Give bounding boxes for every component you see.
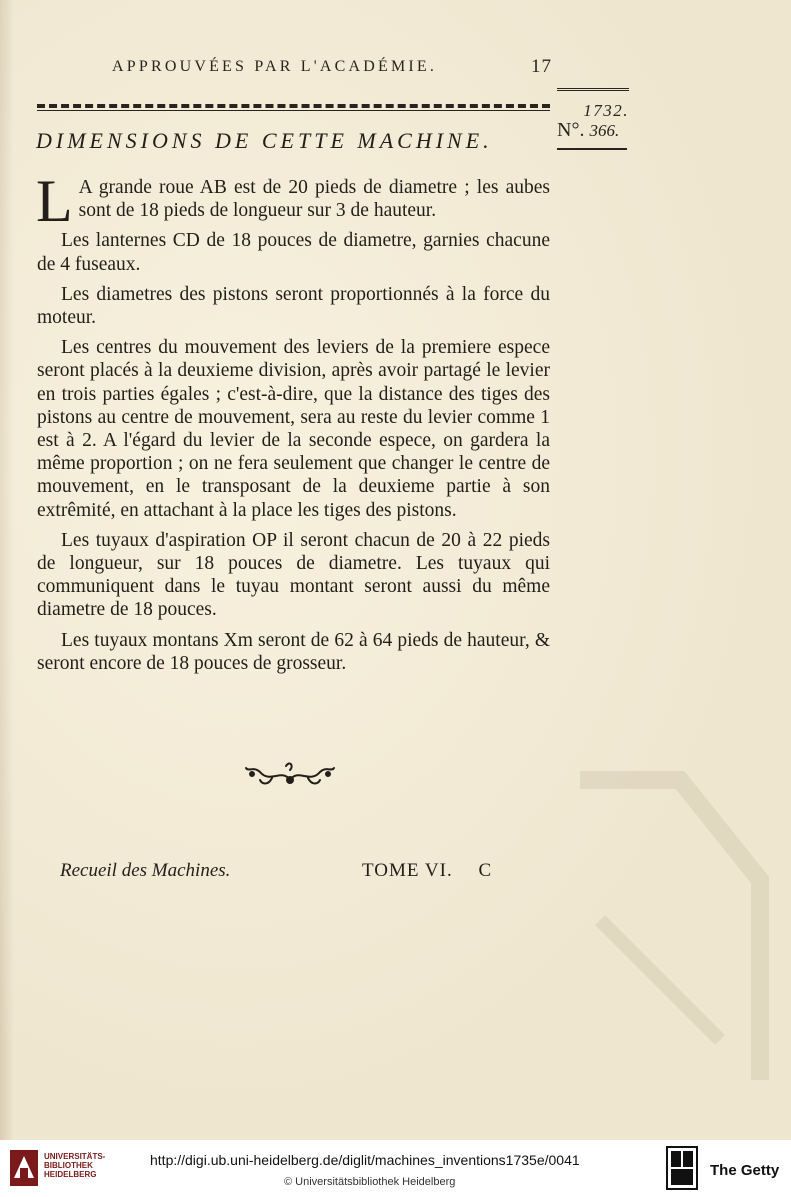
signature-mark: C — [478, 860, 493, 881]
getty-logo-icon[interactable] — [666, 1146, 698, 1190]
header-rule — [37, 104, 550, 108]
permalink-url[interactable]: http://digi.ub.uni-heidelberg.de/diglit/machines_inventions1735e/0041 — [150, 1152, 580, 1168]
collection-title: Recueil des Machines. — [60, 860, 231, 881]
paragraph-5: Les tuyaux d'aspiration OP il seront chacun de 20 à 22 pieds de longueur, sur 18 pouces de diametre. Les tuyaux qui communiquent dans le tuyau montant seront aussi du même diametre de 18 pouces. — [37, 529, 550, 621]
library-name-line-1: UNIVERSITÄTS- — [44, 1152, 106, 1161]
volume-signature — [362, 860, 492, 882]
paragraph-4: Les centres du mouvement des leviers de la premiere espece seront placés à la deuxieme division, après avoir partagé le levier en trois parties égales ; c'est-à-dire, que la distance des tiges des pistons au centre de mouvement, sera au reste du levier comme 1 est à 2. A l'égard du levier de la seconde espece, on gardera la même proportion ; on ne fera seulement que changer le centre de mouvement, en le transposant de la deuxieme partie à son extrêmité, en attachant à la place les tiges des pistons. — [37, 337, 550, 521]
body-text — [36, 168, 550, 682]
university-library-logo-icon[interactable] — [8, 1148, 40, 1188]
margin-rule-bottom — [557, 148, 627, 150]
margin-number-prefix: N°. — [557, 119, 585, 141]
margin-rule — [557, 88, 629, 91]
library-name-line-3: HEIDELBERG — [44, 1170, 97, 1179]
running-head — [112, 58, 552, 76]
margin-number — [557, 119, 629, 142]
bleed-through-illustration — [560, 740, 790, 1100]
running-title: APPROUVÉES PAR L'ACADÉMIE. — [112, 58, 438, 75]
margin-note — [557, 88, 629, 150]
university-library-name[interactable] — [44, 1152, 105, 1179]
header-rule-thin — [37, 110, 550, 111]
drop-cap: L — [36, 168, 73, 234]
copyright-notice: © Universitätsbibliothek Heidelberg — [284, 1176, 456, 1188]
floral-ornament — [242, 758, 338, 790]
section-title: DIMENSIONS DE CETTE MACHINE. — [36, 128, 493, 153]
paragraph-3: Les diametres des pistons seront proportionnés à la force du moteur. — [37, 283, 550, 329]
paragraph-6: Les tuyaux montans Xm seront de 62 à 64 pieds de hauteur, & seront encore de 18 pouces de grosseur. — [37, 629, 550, 674]
volume-label: TOME VI. — [362, 860, 453, 881]
getty-partner-name[interactable]: The Getty — [710, 1162, 780, 1179]
margin-year: 1732. — [583, 101, 629, 120]
page-number: 17 — [531, 56, 552, 77]
paragraph-1-text: A grande roue AB est de 20 pieds de diametre ; les aubes sont de 18 pieds de longueur sur 3 de hauteur. — [78, 177, 550, 222]
paragraph-2: Les lanternes CD de 18 pouces de diametre, garnies chacune de 4 fuseaux. — [37, 230, 550, 275]
library-name-line-2: BIBLIOTHEK — [44, 1161, 93, 1170]
paragraph-1 — [36, 168, 550, 234]
margin-number-value: 366. — [589, 121, 620, 140]
